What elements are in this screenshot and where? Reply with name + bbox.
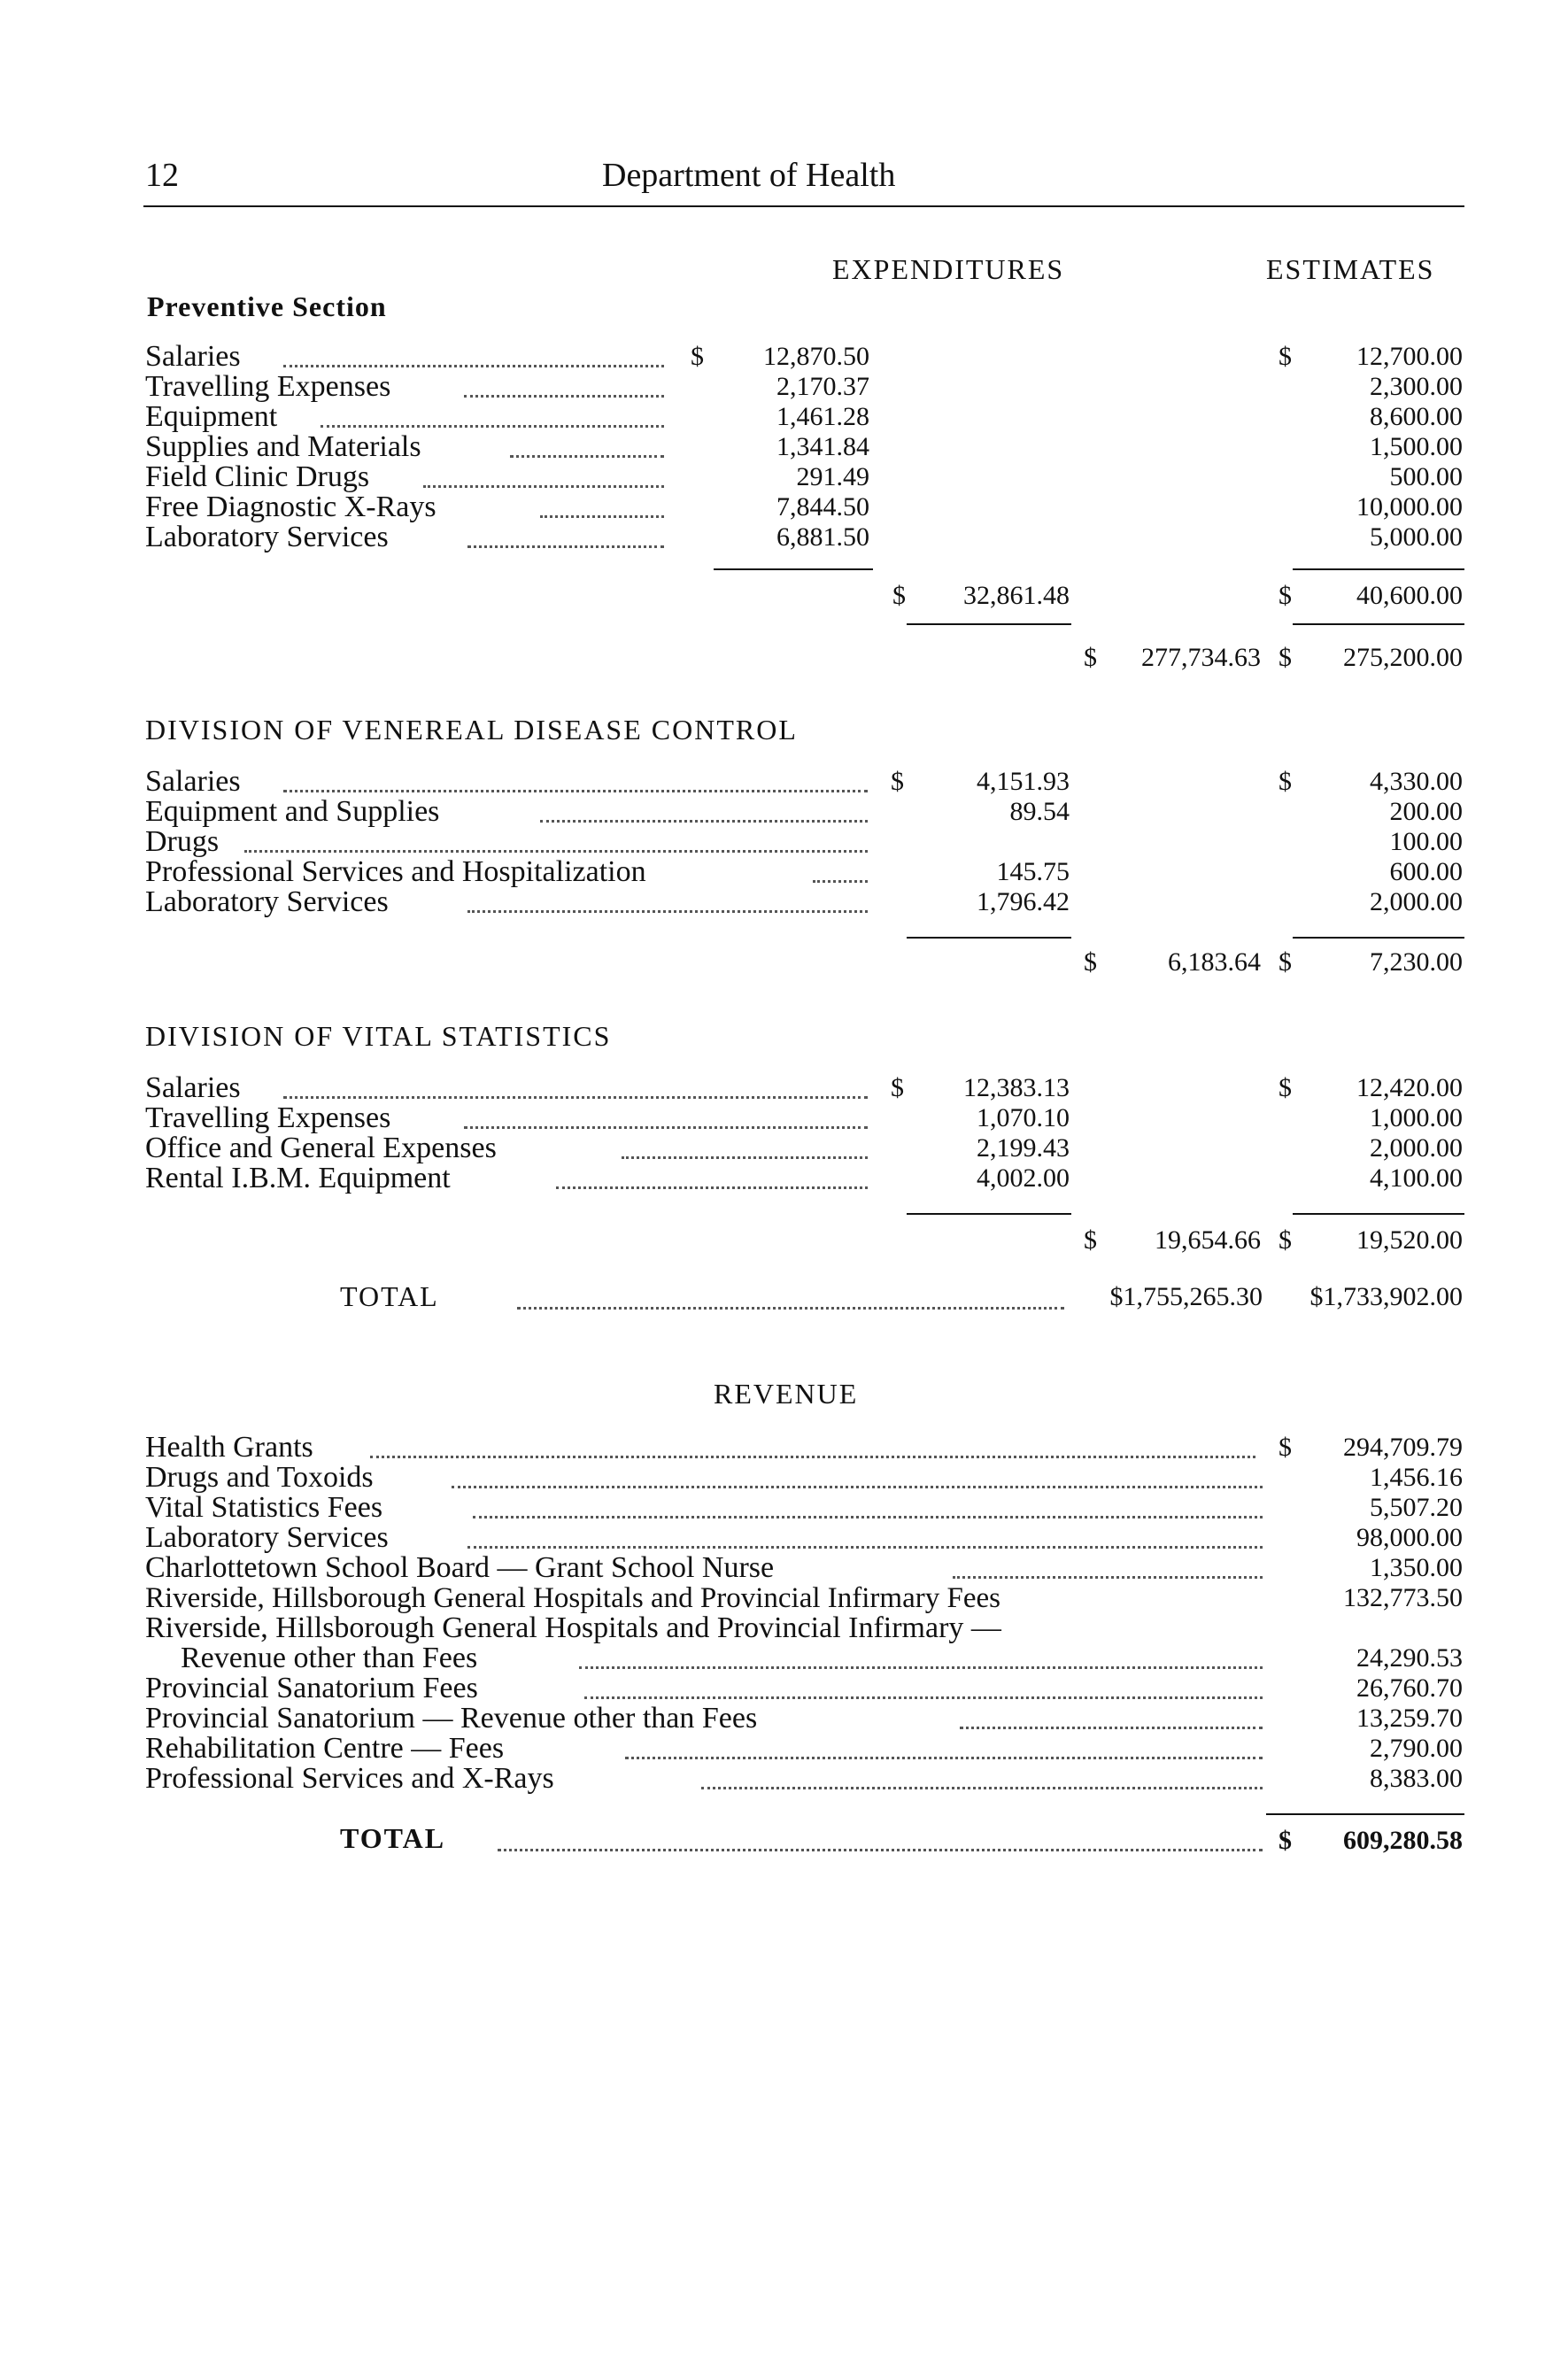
expenditure-value: 1,070.10 bbox=[977, 1103, 1070, 1132]
currency-symbol: $ bbox=[891, 767, 904, 796]
estimate-value: 200.00 bbox=[1389, 797, 1463, 826]
revenue-amount: 294,709.79 bbox=[1343, 1433, 1463, 1462]
expenditure-value: 6,881.50 bbox=[776, 522, 869, 552]
row-label: Charlottetown School Board — Grant School Nurse bbox=[145, 1551, 775, 1584]
revenue-title: REVENUE bbox=[714, 1378, 859, 1410]
currency-symbol: $ bbox=[1278, 947, 1292, 977]
row-label: Salaries bbox=[145, 765, 241, 798]
revenue-amount: 132,773.50 bbox=[1343, 1583, 1463, 1612]
expenditure-value: 2,199.43 bbox=[977, 1133, 1070, 1163]
expenditure-value: 89.54 bbox=[1009, 797, 1070, 826]
estimate-value: 12,700.00 bbox=[1356, 342, 1463, 371]
row-label: Laboratory Services bbox=[145, 521, 389, 553]
dot-leader bbox=[584, 1696, 1263, 1699]
dot-leader bbox=[467, 545, 664, 548]
subtotal-rule bbox=[907, 937, 1071, 939]
dot-leader bbox=[321, 425, 664, 428]
estimates-header: ESTIMATES bbox=[1266, 253, 1435, 285]
row-label: Laboratory Services bbox=[145, 1521, 389, 1554]
expenditures-header: EXPENDITURES bbox=[832, 253, 1065, 285]
currency-symbol: $ bbox=[1084, 1225, 1097, 1255]
row-label: Rental I.B.M. Equipment bbox=[145, 1162, 451, 1194]
revenue-amount: 8,383.00 bbox=[1370, 1764, 1463, 1793]
currency-symbol: $ bbox=[1278, 1073, 1292, 1102]
row-label: Revenue other than Fees bbox=[181, 1642, 478, 1674]
grand-total-expenditure: $1,755,265.30 bbox=[1109, 1282, 1263, 1311]
revenue-amount: 24,290.53 bbox=[1356, 1643, 1463, 1673]
currency-symbol: $ bbox=[1278, 1433, 1292, 1462]
dot-leader bbox=[464, 395, 664, 398]
expenditure-value: 4,002.00 bbox=[977, 1163, 1070, 1193]
vital-total-expenditure: 19,654.66 bbox=[1155, 1225, 1261, 1255]
estimate-value: 5,000.00 bbox=[1370, 522, 1463, 552]
estimate-value: 1,000.00 bbox=[1370, 1103, 1463, 1132]
section-total-expenditure: 277,734.63 bbox=[1141, 643, 1261, 672]
expenditure-value: 145.75 bbox=[996, 857, 1070, 886]
expenditure-value: 1,796.42 bbox=[977, 887, 1070, 916]
expenditure-value: 7,844.50 bbox=[776, 492, 869, 522]
estimate-value: 500.00 bbox=[1389, 462, 1463, 491]
row-label: Vital Statistics Fees bbox=[145, 1491, 383, 1524]
row-label: Laboratory Services bbox=[145, 885, 389, 918]
row-label: Equipment bbox=[145, 400, 278, 433]
estimate-value: 12,420.00 bbox=[1356, 1073, 1463, 1102]
page-title: Department of Health bbox=[602, 157, 896, 194]
header-rule bbox=[143, 205, 1464, 207]
dot-leader bbox=[473, 1516, 1263, 1518]
row-label: Salaries bbox=[145, 340, 241, 373]
currency-symbol: $ bbox=[1084, 947, 1097, 977]
dot-leader bbox=[283, 365, 664, 367]
estimate-value: 2,000.00 bbox=[1370, 1133, 1463, 1163]
currency-symbol: $ bbox=[1278, 581, 1292, 610]
row-label: Provincial Sanatorium Fees bbox=[145, 1672, 478, 1704]
dot-leader bbox=[498, 1849, 1263, 1851]
currency-symbol: $ bbox=[1278, 1826, 1292, 1855]
currency-symbol: $ bbox=[1278, 1225, 1292, 1255]
dot-leader bbox=[622, 1156, 868, 1159]
row-label: Travelling Expenses bbox=[145, 370, 391, 403]
currency-symbol: $ bbox=[891, 1073, 904, 1102]
row-label: Riverside, Hillsborough General Hospitals and Provincial Infirmary Fees bbox=[145, 1582, 1000, 1614]
dot-leader bbox=[283, 790, 868, 792]
dot-leader bbox=[517, 1307, 1064, 1310]
dot-leader bbox=[556, 1186, 868, 1189]
subtotal-rule bbox=[1293, 568, 1464, 570]
preventive-title: Preventive Section bbox=[147, 290, 387, 322]
estimate-value: 600.00 bbox=[1389, 857, 1463, 886]
vital-total-estimate: 19,520.00 bbox=[1356, 1225, 1463, 1255]
expenditure-value: 12,870.50 bbox=[763, 342, 869, 371]
subtotal-rule bbox=[714, 568, 873, 570]
row-label: Rehabilitation Centre — Fees bbox=[145, 1732, 505, 1765]
dot-leader bbox=[701, 1787, 1263, 1789]
expenditure-value: 4,151.93 bbox=[977, 767, 1070, 796]
row-label: Health Grants bbox=[145, 1431, 313, 1464]
subtotal-rule bbox=[1293, 1213, 1464, 1215]
revenue-amount: 2,790.00 bbox=[1370, 1734, 1463, 1763]
dot-leader bbox=[283, 1096, 868, 1099]
revenue-amount: 5,507.20 bbox=[1370, 1493, 1463, 1522]
dot-leader bbox=[960, 1727, 1263, 1729]
row-label: Drugs and Toxoids bbox=[145, 1461, 374, 1494]
row-label: Supplies and Materials bbox=[145, 430, 421, 463]
estimate-value: 4,330.00 bbox=[1370, 767, 1463, 796]
dot-leader bbox=[464, 1126, 868, 1129]
page-number: 12 bbox=[145, 157, 179, 194]
subtotal-rule bbox=[907, 1213, 1071, 1215]
total-rule bbox=[1266, 1813, 1464, 1815]
row-label: Provincial Sanatorium — Revenue other than Fees bbox=[145, 1702, 758, 1735]
row-label: Professional Services and Hospitalization bbox=[145, 855, 646, 888]
currency-symbol: $ bbox=[1084, 643, 1097, 672]
estimate-value: 2,000.00 bbox=[1370, 887, 1463, 916]
currency-symbol: $ bbox=[1278, 342, 1292, 371]
dot-leader bbox=[813, 880, 868, 883]
row-label: Professional Services and X-Rays bbox=[145, 1762, 554, 1795]
row-label: Free Diagnostic X-Rays bbox=[145, 491, 436, 523]
estimate-value: 10,000.00 bbox=[1356, 492, 1463, 522]
estimate-value: 4,100.00 bbox=[1370, 1163, 1463, 1193]
revenue-amount: 26,760.70 bbox=[1356, 1673, 1463, 1703]
revenue-amount: 1,456.16 bbox=[1370, 1463, 1463, 1492]
preventive-subtotal-expenditure: 32,861.48 bbox=[963, 581, 1070, 610]
grand-total-label: TOTAL bbox=[340, 1280, 439, 1312]
dot-leader bbox=[579, 1666, 1263, 1669]
currency-symbol: $ bbox=[691, 342, 704, 371]
row-label: Office and General Expenses bbox=[145, 1132, 497, 1164]
expenditure-value: 291.49 bbox=[796, 462, 869, 491]
estimate-value: 100.00 bbox=[1389, 827, 1463, 856]
revenue-amount: 1,350.00 bbox=[1370, 1553, 1463, 1582]
revenue-total-label: TOTAL bbox=[340, 1822, 446, 1854]
dot-leader bbox=[540, 515, 664, 518]
estimate-value: 2,300.00 bbox=[1370, 372, 1463, 401]
dot-leader bbox=[452, 1486, 1263, 1488]
revenue-amount: 13,259.70 bbox=[1356, 1704, 1463, 1733]
row-label: Equipment and Supplies bbox=[145, 795, 440, 828]
subtotal-rule bbox=[907, 623, 1071, 625]
grand-total-estimate: $1,733,902.00 bbox=[1309, 1282, 1463, 1311]
vital-title: DIVISION OF VITAL STATISTICS bbox=[145, 1020, 612, 1052]
expenditure-value: 1,341.84 bbox=[776, 432, 869, 461]
row-label: Drugs bbox=[145, 825, 220, 858]
dot-leader bbox=[467, 910, 868, 913]
dot-leader bbox=[625, 1757, 1263, 1759]
subtotal-rule bbox=[1293, 937, 1464, 939]
expenditure-value: 1,461.28 bbox=[776, 402, 869, 431]
currency-symbol: $ bbox=[1278, 767, 1292, 796]
dot-leader bbox=[244, 850, 868, 853]
venereal-total-expenditure: 6,183.64 bbox=[1168, 947, 1261, 977]
dot-leader bbox=[370, 1456, 1255, 1458]
row-label: Salaries bbox=[145, 1071, 241, 1104]
currency-symbol: $ bbox=[892, 581, 906, 610]
currency-symbol: $ bbox=[1278, 643, 1292, 672]
expenditure-value: 2,170.37 bbox=[776, 372, 869, 401]
dot-leader bbox=[423, 485, 664, 488]
estimate-value: 8,600.00 bbox=[1370, 402, 1463, 431]
revenue-total-amount: 609,280.58 bbox=[1343, 1826, 1463, 1855]
dot-leader bbox=[953, 1576, 1263, 1579]
dot-leader bbox=[510, 455, 664, 458]
row-label: Travelling Expenses bbox=[145, 1101, 391, 1134]
expenditure-value: 12,383.13 bbox=[963, 1073, 1070, 1102]
dot-leader bbox=[467, 1546, 1263, 1549]
section-total-estimate: 275,200.00 bbox=[1343, 643, 1463, 672]
row-label: Field Clinic Drugs bbox=[145, 460, 370, 493]
preventive-subtotal-estimate: 40,600.00 bbox=[1356, 581, 1463, 610]
dot-leader bbox=[540, 820, 868, 823]
subtotal-rule bbox=[1293, 623, 1464, 625]
revenue-amount: 98,000.00 bbox=[1356, 1523, 1463, 1552]
estimate-value: 1,500.00 bbox=[1370, 432, 1463, 461]
row-label: Riverside, Hillsborough General Hospitals and Provincial Infirmary — bbox=[145, 1611, 1001, 1644]
venereal-title: DIVISION OF VENEREAL DISEASE CONTROL bbox=[145, 714, 798, 746]
venereal-total-estimate: 7,230.00 bbox=[1370, 947, 1463, 977]
